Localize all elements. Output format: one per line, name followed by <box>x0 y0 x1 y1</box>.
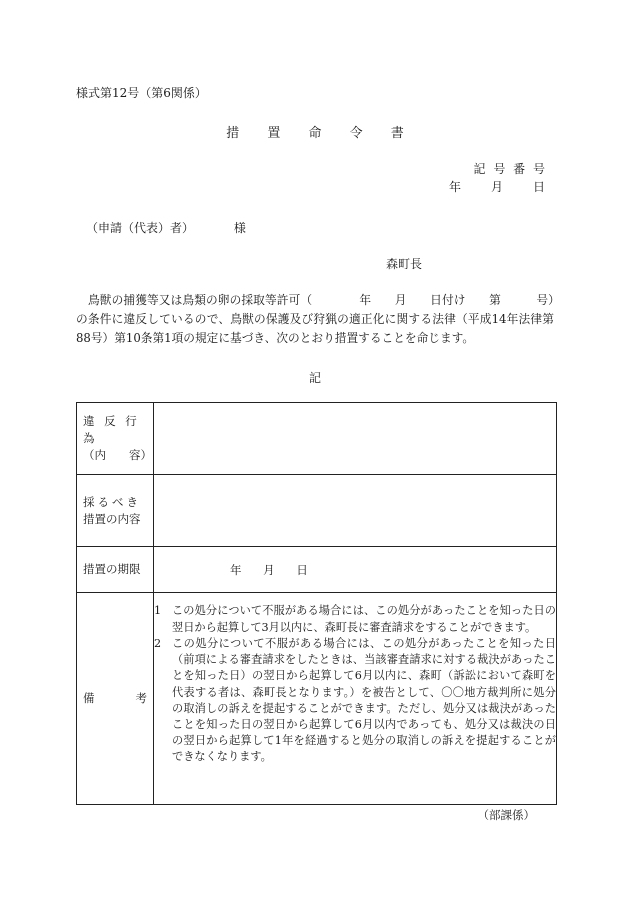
form-number: 様式第12号（第6関係） <box>76 86 207 100</box>
deadline-day: 日 <box>296 562 308 577</box>
note-text: この処分について不服がある場合には、この処分があったことを知った日の翌日から起算して3月以内に、森町長に審査請求をすることができます。 <box>172 604 556 634</box>
deadline-date <box>154 562 556 578</box>
order-table <box>76 402 557 805</box>
violation-content[interactable] <box>154 403 557 475</box>
violation-label-line2: （内 容） <box>83 448 152 462</box>
remarks-content <box>154 593 557 805</box>
reference-block <box>449 160 547 196</box>
deadline-content[interactable] <box>154 547 557 593</box>
note-text: この処分について不服がある場合には、この処分があったことを知った日（前項による審査請求をしたときは、当該審査請求に対する裁決があったことを知った日）の翌日から起算して6月以内に、森町（訴訟において森町を代表する者は、森町長となります。）を被告として、〇〇地方裁判所に処分の取消しの訴えを提起することができます。ただし、処分又は裁決があったことを知った日の翌日から起算して6月以内であっても、処分又は裁決の日の翌日から起算して1年を経過すると処分の取消しの訴えを提起することができなくなります。 <box>172 636 556 764</box>
deadline-year: 年 <box>230 562 242 577</box>
remarks-label-1: 備 <box>83 691 95 705</box>
ki-heading: 記 <box>308 371 321 385</box>
honorific: 様 <box>233 221 246 235</box>
document-title: 措 置 命 令 書 <box>226 126 416 141</box>
measures-label <box>77 475 154 547</box>
measures-label-line2: 措置の内容 <box>83 511 141 526</box>
deadline-row <box>77 547 557 593</box>
deadline-label: 措置の期限 <box>77 547 154 593</box>
reference-date: 年 月 日 <box>448 180 547 194</box>
violation-row <box>77 403 557 475</box>
addressee-line <box>86 219 246 236</box>
measures-row <box>77 475 557 547</box>
violation-label-line1: 違 反 行 為 <box>83 414 140 445</box>
department-label: （部課係） <box>477 808 535 822</box>
order-paragraph: 鳥獣の捕獲等又は鳥類の卵の採取等許可（ 年 月 日付け 第 号）の条件に違反しているので、鳥獣の保護及び狩猟の適正化に関する法律（平成14年法律第88号）第10条第1項の規定に基づき、次のとおり措置することを命じます。 <box>76 293 554 345</box>
remarks-row <box>77 593 557 805</box>
order-body <box>76 291 554 348</box>
note-number: 1 <box>154 604 162 618</box>
note-number: 2 <box>154 636 162 650</box>
reference-number: 記 号 番 号 <box>473 162 547 176</box>
remarks-label <box>77 593 154 805</box>
measures-content[interactable] <box>154 475 557 547</box>
measures-label-line1: 採るべき <box>83 494 141 509</box>
remarks-label-2: 考 <box>135 691 147 705</box>
deadline-month: 月 <box>263 562 275 577</box>
remarks-note <box>154 636 556 766</box>
remarks-note <box>154 603 556 635</box>
violation-label <box>77 403 154 475</box>
issuer: 森町長 <box>386 257 423 271</box>
addressee-label: （申請（代表）者） <box>86 221 195 235</box>
